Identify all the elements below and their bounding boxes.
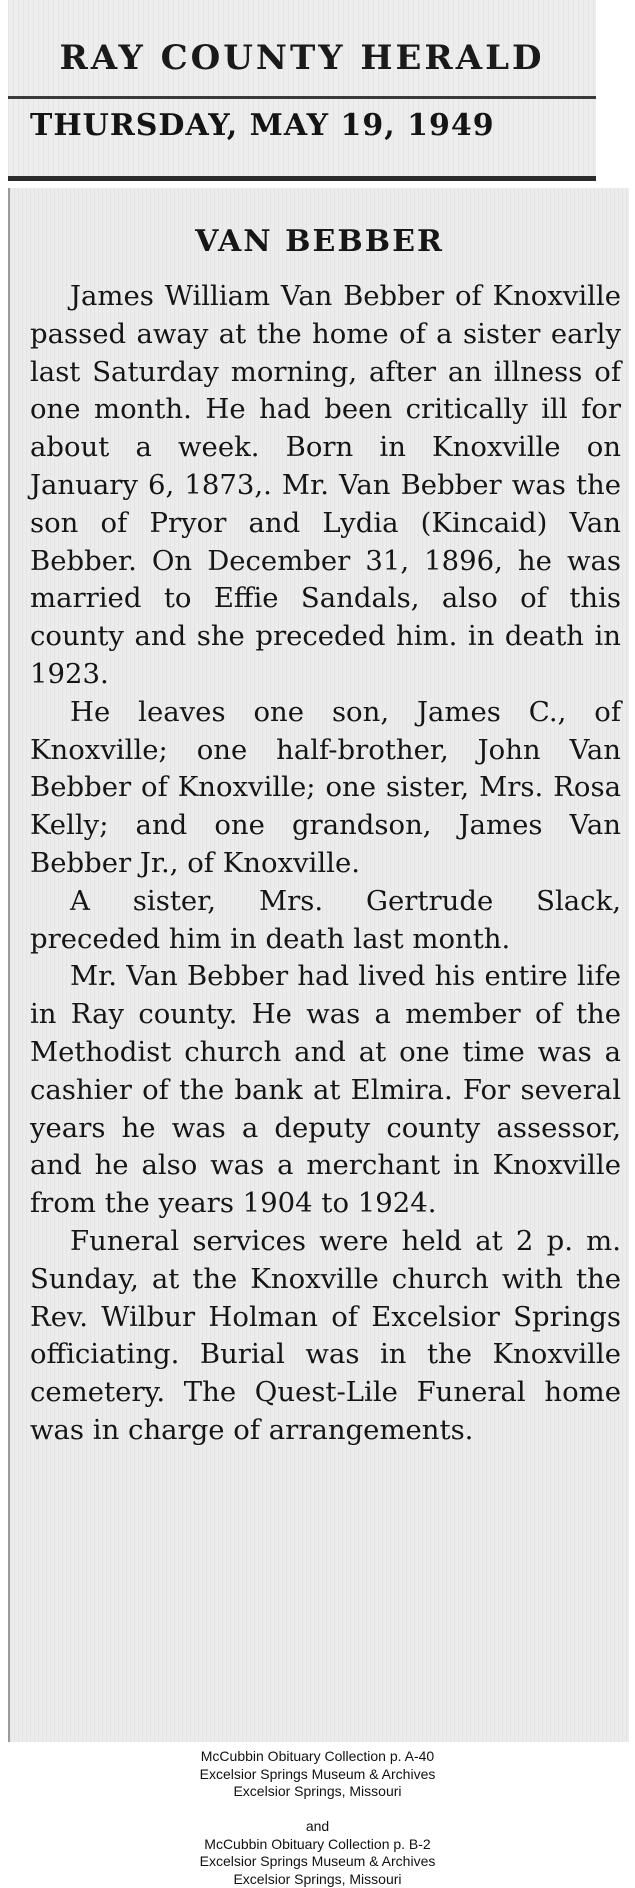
caption-spacer <box>0 1801 635 1819</box>
caption-line: Excelsior Springs, Missouri <box>0 1783 635 1801</box>
obituary-clipping <box>8 188 629 1742</box>
caption-and: and <box>0 1818 635 1836</box>
source-caption <box>0 1748 635 1888</box>
newspaper-masthead <box>8 0 596 181</box>
newspaper-name: RAY COUNTY HERALD <box>8 38 596 78</box>
caption-line: Excelsior Springs, Missouri <box>0 1871 635 1888</box>
paragraph-5: Funeral services were held at 2 p. m. Sunday, at the Knoxville church with the Rev. Wilbur Holman of Excelsior Springs officiating. Burial was in the Knoxville cemetery. The Quest-Lile Funeral home was in charge of arrangements. <box>30 1223 621 1450</box>
paragraph-2: He leaves one son, James C., of Knoxville; one half-brother, John Van Bebber of Knoxville; one sister, Mrs. Rosa Kelly; and one grandson, James Van Bebber Jr., of Knoxville. <box>30 694 621 883</box>
paragraph-1: James William Van Bebber of Knoxville passed away at the home of a sister early last Saturday morning, after an illness of one month. He had been critically ill for about a week. Born in Knoxville on January 6, 1873,. Mr. Van Bebber was the son of Pryor and Lydia (Kincaid) Van Bebber. On December 31, 1896, he was married to Effie Sandals, also of this county and she preceded him. in death in 1923. <box>30 278 621 694</box>
paragraph-4: Mr. Van Bebber had lived his entire life in Ray county. He was a member of the Methodist church and at one time was a cashier of the bank at Elmira. For several years he was a deputy county assessor, and he also was a merchant in Knoxville from the years 1904 to 1924. <box>30 958 621 1223</box>
obituary-body <box>30 278 621 1450</box>
obituary-headline: VAN BEBBER <box>10 224 629 259</box>
caption-line: McCubbin Obituary Collection p. B-2 <box>0 1836 635 1854</box>
caption-line: McCubbin Obituary Collection p. A-40 <box>0 1748 635 1766</box>
publication-date: THURSDAY, MAY 19, 1949 <box>30 108 495 143</box>
masthead-rule <box>8 96 596 99</box>
caption-line: Excelsior Springs Museum & Archives <box>0 1853 635 1871</box>
paragraph-3: A sister, Mrs. Gertrude Slack, preceded him in death last month. <box>30 883 621 959</box>
caption-line: Excelsior Springs Museum & Archives <box>0 1766 635 1784</box>
